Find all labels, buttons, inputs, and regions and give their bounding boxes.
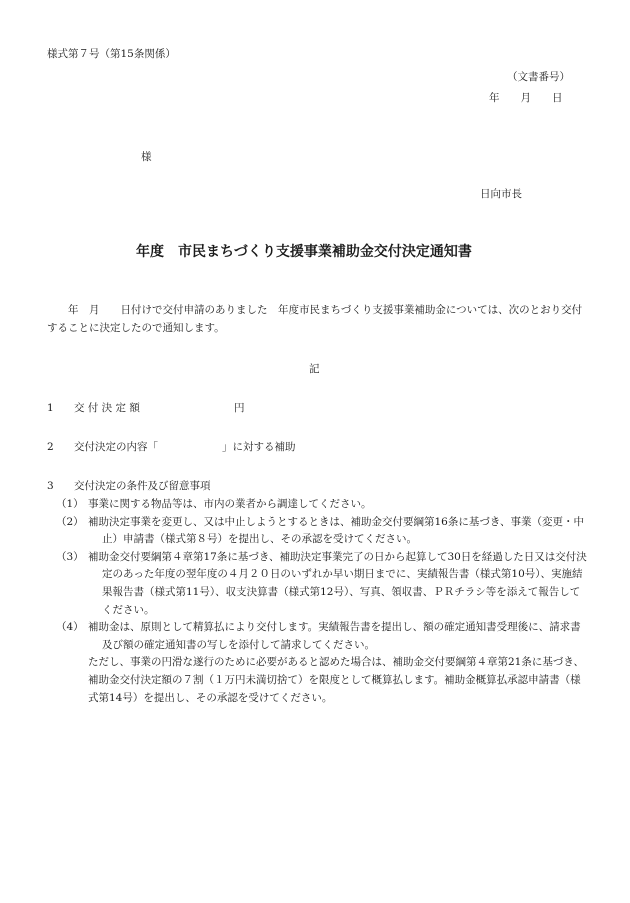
item-2-label: 交付決定の内容「 [74,441,158,453]
item-1-label: 交 付 決 定 額 [74,402,140,414]
item-3-number: 3 [47,480,54,492]
document-title: 年度 市民まちづくり支援事業補助金交付決定通知書 [136,244,472,260]
condition-2 [56,514,590,549]
condition-1-number: （1） [56,498,84,510]
item-1-number: 1 [47,402,54,414]
item-3-label: 交付決定の条件及び留意事項 [74,480,211,492]
condition-3-number: （3） [56,550,84,563]
issue-date: 年 月 日 [489,92,563,104]
item-1-unit: 円 [234,402,245,414]
condition-1 [56,496,590,514]
recipient-suffix: 様 [141,151,152,163]
condition-2-text: 補助決定事業を変更し、又は中止しようとするときは、補助金交付要綱第16条に基づき、事業（変更・中止）申請書（様式第８号）を提出し、その承認を受けてください。 [88,515,584,546]
issuer-name: 日向市長 [480,188,522,200]
condition-2-number: （2） [56,515,84,528]
form-number: 様式第７号（第15条関係） [47,48,176,60]
ki-heading: 記 [309,363,320,375]
body-paragraph: 年 月 日付けで交付申請のありました 年度市民まちづくり支援事業補助金については、次のとおり交付することに決定したので通知します。 [47,304,583,334]
document-number: （文書番号） [507,71,570,83]
condition-4 [56,619,590,707]
condition-4-number: （4） [56,621,84,634]
item-2-number: 2 [47,441,54,453]
item-2-close: 」に対する補助 [222,441,296,453]
condition-4-note: ただし、事業の円滑な遂行のために必要があると認めた場合は、補助金交付要綱第４章第21条に基づき、補助金交付決定額の７割（１万円未満切捨て）を限度として概算払します。補助金概算払承認申請書（様式第14号）を提出し、その承認を受けてください。 [88,656,584,704]
condition-3 [56,549,590,619]
condition-1-text: 事業に関する物品等は、市内の業者から調達してください。 [88,498,372,510]
conditions-list [56,496,590,707]
condition-3-text: 補助金交付要綱第４章第17条に基づき、補助決定事業完了の日から起算して30日を経過した日又は交付決定のあった年度の翌年度の４月２０日のいずれか早い期日までに、実績報告書（様式第10号）、実施結果報告書（様式第11号）、収支決算書（様式第12号）、写真、領収書、ＰＲチラシ等を添えて報告してください。 [88,550,587,616]
condition-4-text: 補助金は、原則として精算払により交付します。実績報告書を提出し、額の確定通知書受理後に、請求書及び額の確定通知書の写しを添付して請求してください。 [88,621,581,651]
